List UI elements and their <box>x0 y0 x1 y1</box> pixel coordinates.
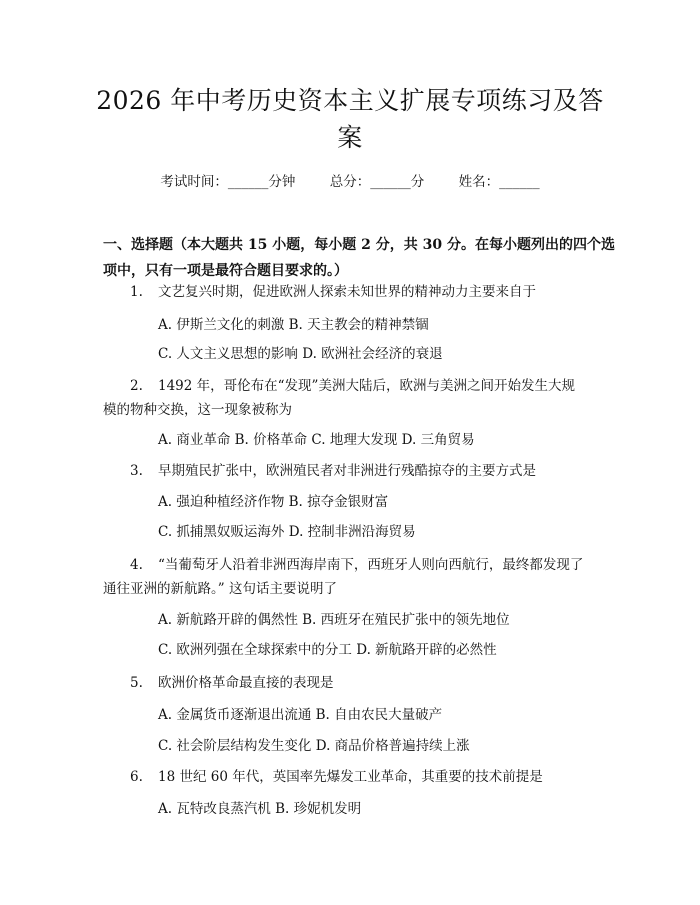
score-label: 总分： <box>329 174 371 190</box>
question-number: 6. <box>130 769 143 785</box>
question-4-options-c-d: C. 欧洲列强在全球探索中的分工 D. 新航路开辟的必然性 <box>158 642 497 658</box>
question-text: “当葡萄牙人沿着非洲西海岸南下，西班牙人则向西航行，最终都发现了 <box>158 557 584 573</box>
section-heading <box>103 232 615 284</box>
section-heading-line-1: 一、选择题（本大题共 15 小题，每小题 2 分，共 30 分。在每小题列出的四个选 <box>103 237 615 253</box>
question-number: 1. <box>130 284 143 300</box>
section-heading-line-2: 项中，只有一项是最符合题目要求的。） <box>103 263 348 279</box>
question-6 <box>130 768 543 786</box>
question-number: 5. <box>130 675 143 691</box>
question-3-options-c-d: C. 抓捕黑奴贩运海外 D. 控制非洲沿海贸易 <box>158 524 416 540</box>
title-line-2: 案 <box>337 123 363 152</box>
question-2-continued: 模的物种交换，这一现象被称为 <box>103 402 292 418</box>
question-number: 4. <box>130 557 143 573</box>
question-text: 欧洲价格革命最直接的表现是 <box>158 675 334 691</box>
question-text: 早期殖民扩张中，欧洲殖民者对非洲进行残酷掠夺的主要方式是 <box>158 463 536 479</box>
time-blank: ______ <box>227 174 269 190</box>
question-1-options-a-b: A. 伊斯兰文化的刺激 B. 天主教会的精神禁锢 <box>158 317 429 333</box>
question-4 <box>130 556 583 574</box>
question-3 <box>130 462 536 480</box>
question-1 <box>130 283 536 301</box>
question-number: 2. <box>130 378 143 394</box>
question-6-options-a-b: A. 瓦特改良蒸汽机 B. 珍妮机发明 <box>158 801 362 817</box>
exam-meta <box>0 170 700 190</box>
score-blank: ______ <box>370 174 411 190</box>
question-text: 文艺复兴时期，促进欧洲人探索未知世界的精神动力主要来自于 <box>158 284 536 300</box>
question-1-options-c-d: C. 人文主义思想的影响 D. 欧洲社会经济的衰退 <box>158 346 443 362</box>
time-label: 考试时间： <box>160 174 228 190</box>
time-unit: 分钟 <box>268 174 296 190</box>
question-4-options-a-b: A. 新航路开辟的偶然性 B. 西班牙在殖民扩张中的领先地位 <box>158 612 510 628</box>
name-label: 姓名： <box>458 174 500 190</box>
question-5-options-a-b: A. 金属货币逐渐退出流通 B. 自由农民大量破产 <box>158 707 443 723</box>
question-2 <box>130 377 575 395</box>
question-text: 18 世纪 60 年代，英国率先爆发工业革命，其重要的技术前提是 <box>158 769 543 785</box>
question-3-options-a-b: A. 强迫种植经济作物 B. 掠夺金银财富 <box>158 494 389 510</box>
question-2-options: A. 商业革命 B. 价格革命 C. 地理大发现 D. 三角贸易 <box>158 432 475 448</box>
question-5-options-c-d: C. 社会阶层结构发生变化 D. 商品价格普遍持续上涨 <box>158 738 470 754</box>
question-text: 1492 年，哥伦布在“发现”美洲大陆后，欧洲与美洲之间开始发生大规 <box>158 378 575 394</box>
title-line-1: 2026 年中考历史资本主义扩展专项练习及答 <box>96 86 604 115</box>
page-title <box>95 82 605 156</box>
name-blank: ______ <box>499 174 540 190</box>
question-4-continued: 通往亚洲的新航路。” 这句话主要说明了 <box>103 581 337 597</box>
question-5 <box>130 674 334 692</box>
question-number: 3. <box>130 463 143 479</box>
score-unit: 分 <box>410 174 425 190</box>
